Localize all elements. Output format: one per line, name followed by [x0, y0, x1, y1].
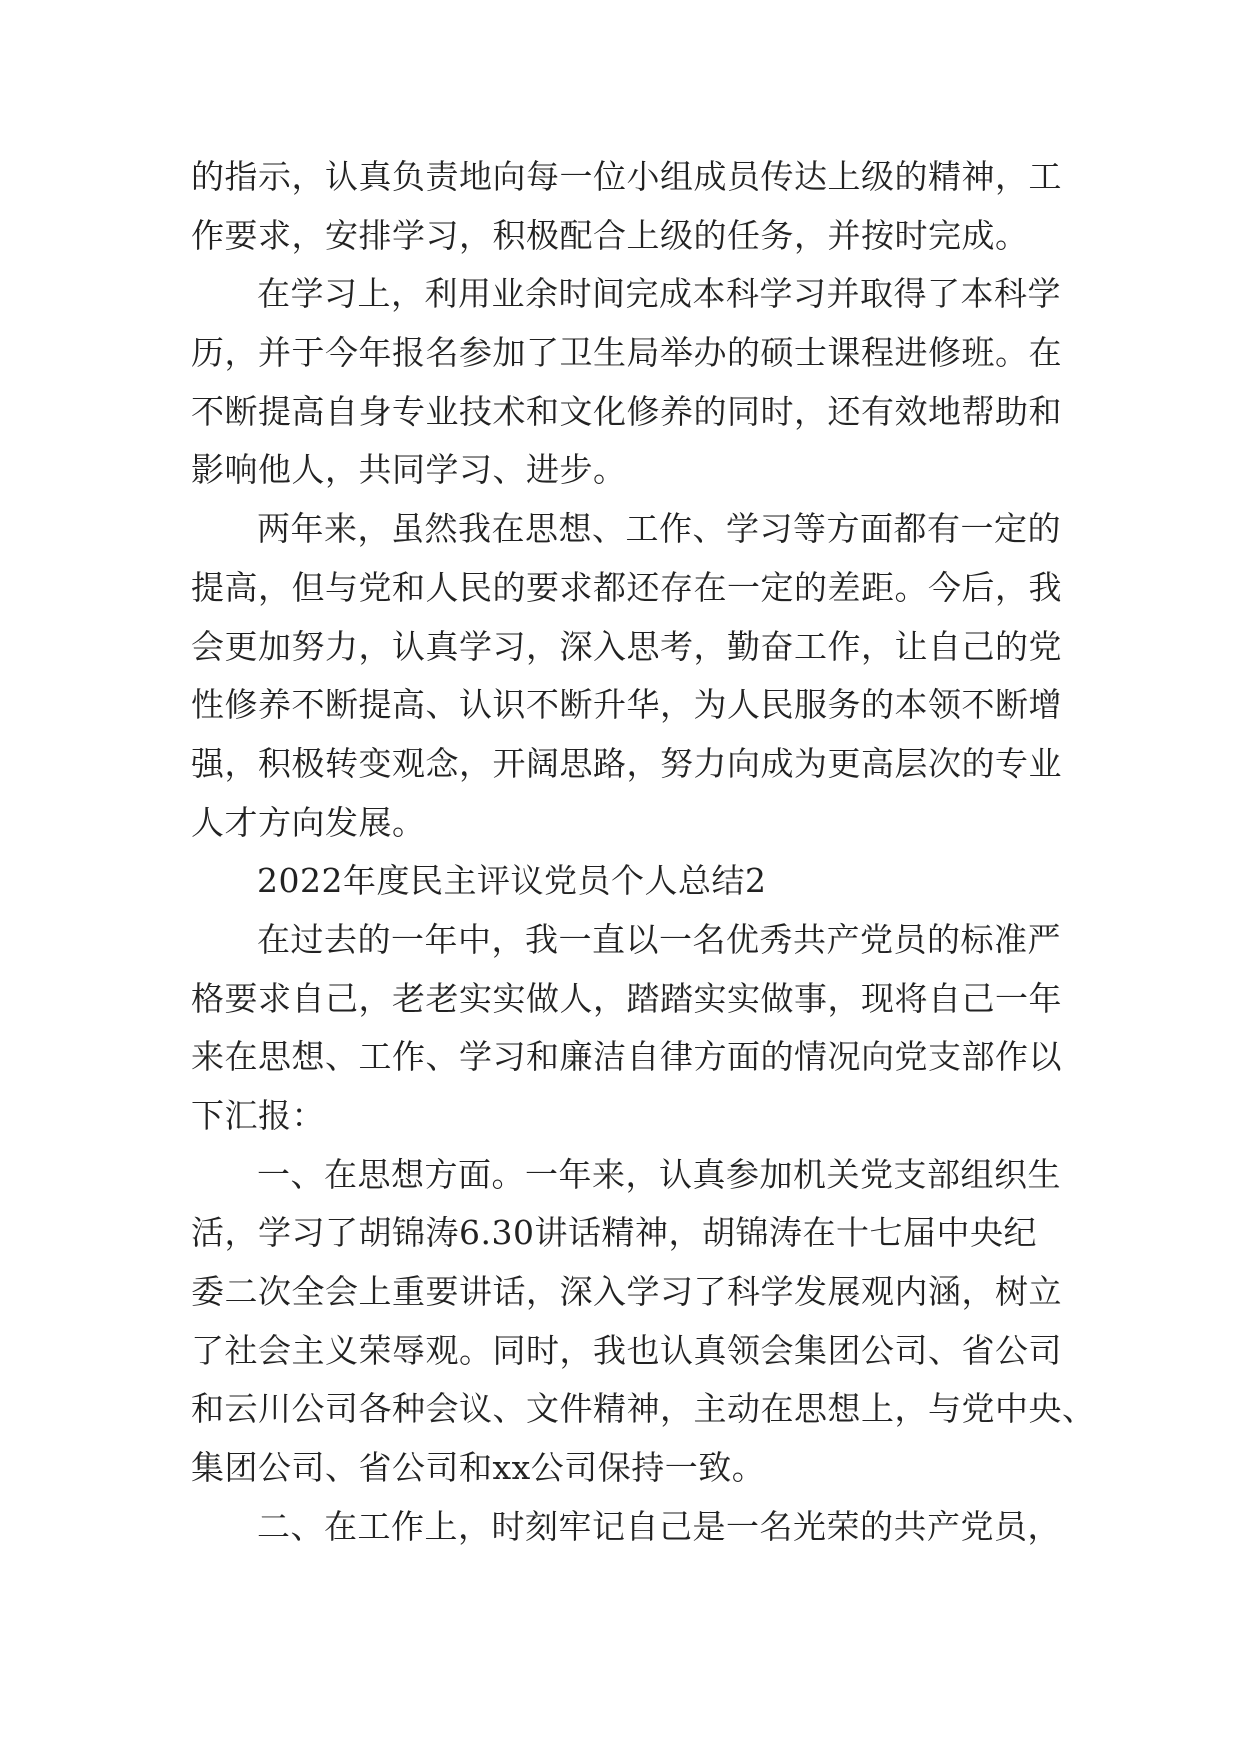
text-line: 性修养不断提高、认识不断升华，为人民服务的本领不断增 [191, 685, 1062, 725]
text-line: 集团公司、省公司和xx公司保持一致。 [191, 1448, 766, 1488]
text-line: 活，学习了胡锦涛6.30讲话精神，胡锦涛在十七届中央纪 [191, 1213, 1037, 1253]
text-line: 委二次全会上重要讲话，深入学习了科学发展观内涵，树立 [191, 1272, 1062, 1312]
text-line: 来在思想、工作、学习和廉洁自律方面的情况向党支部作以 [191, 1037, 1062, 1077]
document-body [191, 148, 1096, 1557]
paragraph-start-line: 一、在思想方面。一年来，认真参加机关党支部组织生 [257, 1154, 1061, 1194]
paragraph-start-line: 在过去的一年中，我一直以一名优秀共产党员的标准严 [257, 919, 1061, 959]
paragraph-start-line: 二、在工作上，时刻牢记自己是一名光荣的共产党员， [257, 1506, 1061, 1546]
section-heading: 2022年度民主评议党员个人总结2 [257, 861, 767, 901]
paragraph-start-line: 两年来，虽然我在思想、工作、学习等方面都有一定的 [257, 509, 1061, 549]
text-line: 历，并于今年报名参加了卫生局举办的硕士课程进修班。在 [191, 333, 1062, 373]
text-line: 强，积极转变观念，开阔思路，努力向成为更高层次的专业 [191, 743, 1062, 783]
paragraph-start-line: 在学习上，利用业余时间完成本科学习并取得了本科学 [257, 274, 1061, 314]
text-line: 格要求自己，老老实实做人，踏踏实实做事，现将自己一年 [191, 978, 1062, 1018]
text-line: 人才方向发展。 [191, 802, 426, 842]
text-line: 不断提高自身专业技术和文化修养的同时，还有效地帮助和 [191, 391, 1062, 431]
text-line: 下汇报： [191, 1096, 325, 1135]
text-line: 提高，但与党和人民的要求都还存在一定的差距。今后，我 [191, 567, 1062, 607]
text-line: 的指示，认真负责地向每一位小组成员传达上级的精神，工 [191, 157, 1062, 196]
text-line: 和云川公司各种会议、文件精神，主动在思想上，与党中央、 [191, 1389, 1096, 1429]
text-line: 作要求，安排学习，积极配合上级的任务，并按时完成。 [191, 215, 1029, 255]
text-line: 了社会主义荣辱观。同时，我也认真领会集团公司、省公司 [191, 1330, 1062, 1370]
text-line: 会更加努力，认真学习，深入思考，勤奋工作，让自己的党 [191, 626, 1062, 666]
text-line: 影响他人，共同学习、进步。 [191, 450, 627, 490]
